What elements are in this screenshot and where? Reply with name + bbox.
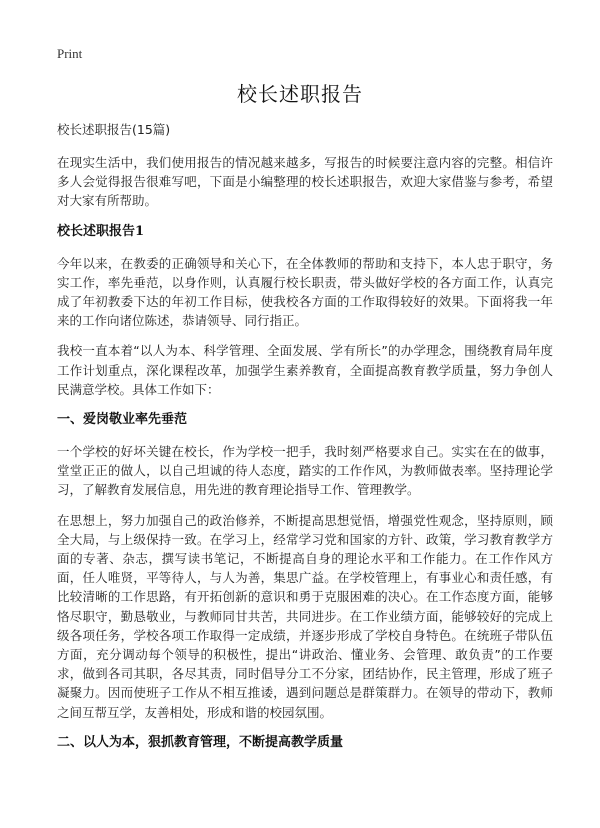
page-title: 校长述职报告 <box>237 82 363 106</box>
intro-paragraph: 在现实生活中，我们使用报告的情况越来越多，写报告的时候要注意内容的完整。相信许多人会觉得报告很难写吧，下面是小编整理的校长述职报告，欢迎大家借鉴与参考，希望对大家有所帮助。 <box>57 155 553 209</box>
heading-dedication: 一、爱岗敬业率先垂范 <box>57 412 188 428</box>
section-heading-report-1: 校长述职报告1 <box>57 223 145 239</box>
print-link[interactable]: Print <box>57 46 83 61</box>
paragraph-2: 我校一直本着“以人为本、科学管理、全面发展、学有所长”的办学理念，围绕教育局年度工作计划重点，深化课程改革，加强学生素养教育，全面提高教育教学质量，努力争创人民满意学校。具体工作如下： <box>57 343 553 397</box>
paragraph-3: 一个学校的好坏关键在校长，作为学校一把手，我时刻严格要求自己。实实在在的做事，堂堂正正的做人，以自己坦诚的待人态度，踏实的工作作风，为教师做表率。坚持理论学习，了解教育发展信息，用先进的教育理论指导工作、管理教学。 <box>57 444 553 498</box>
paragraph-1: 今年以来，在教委的正确领导和关心下，在全体教师的帮助和支持下，本人忠于职守，务实工作，率先垂范，以身作则，认真履行校长职责，带头做好学校的各方面工作，认真完成了年初教委下达的年初工作目标，使我校各方面的工作取得较好的效果。下面将我一年来的工作向诸位陈述，恭请领导、同行指正。 <box>57 255 553 329</box>
document-subtitle: 校长述职报告(15篇) <box>57 122 171 137</box>
paragraph-4: 在思想上，努力加强自己的政治修养，不断提高思想觉悟，增强党性观念，坚持原则，顾全大局，与上级保持一致。在学习上，经常学习党和国家的方针、政策，学习教育教学方面的专著、杂志，撰写读书笔记，不断提高自身的理论水平和工作能力。在工作作风方面，任人唯贤，平等待人，与人为善，集思广益。在学校管理上，有事业心和责任感，有比较清晰的工作思路，有开拓创新的意识和勇于克服困难的决心。在工作态度方面，能够恪尽职守，勤恳敬业，与教师同甘共苦，共同进步。在工作业绩方面，能够较好的完成上级各项任务，学校各项工作取得一定成绩，并逐步形成了学校自身特色。在统班子带队伍方面，充分调动每个领导的积极性，提出“讲政治、懂业务、会管理、敢负责”的工作要求，做到各司其职，各尽其责，同时倡导分工不分家，团结协作，民主管理，形成了班子凝聚力。因而使班子工作从不相互推诿，遇到问题总是群策群力。在领导的带动下，教师之间互帮互学，友善相处，形成和谐的校园氛围。 <box>57 512 553 720</box>
heading-people-oriented: 二、以人为本，狠抓教育管理，不断提高教学质量 <box>57 734 344 750</box>
article-body <box>57 121 553 765</box>
